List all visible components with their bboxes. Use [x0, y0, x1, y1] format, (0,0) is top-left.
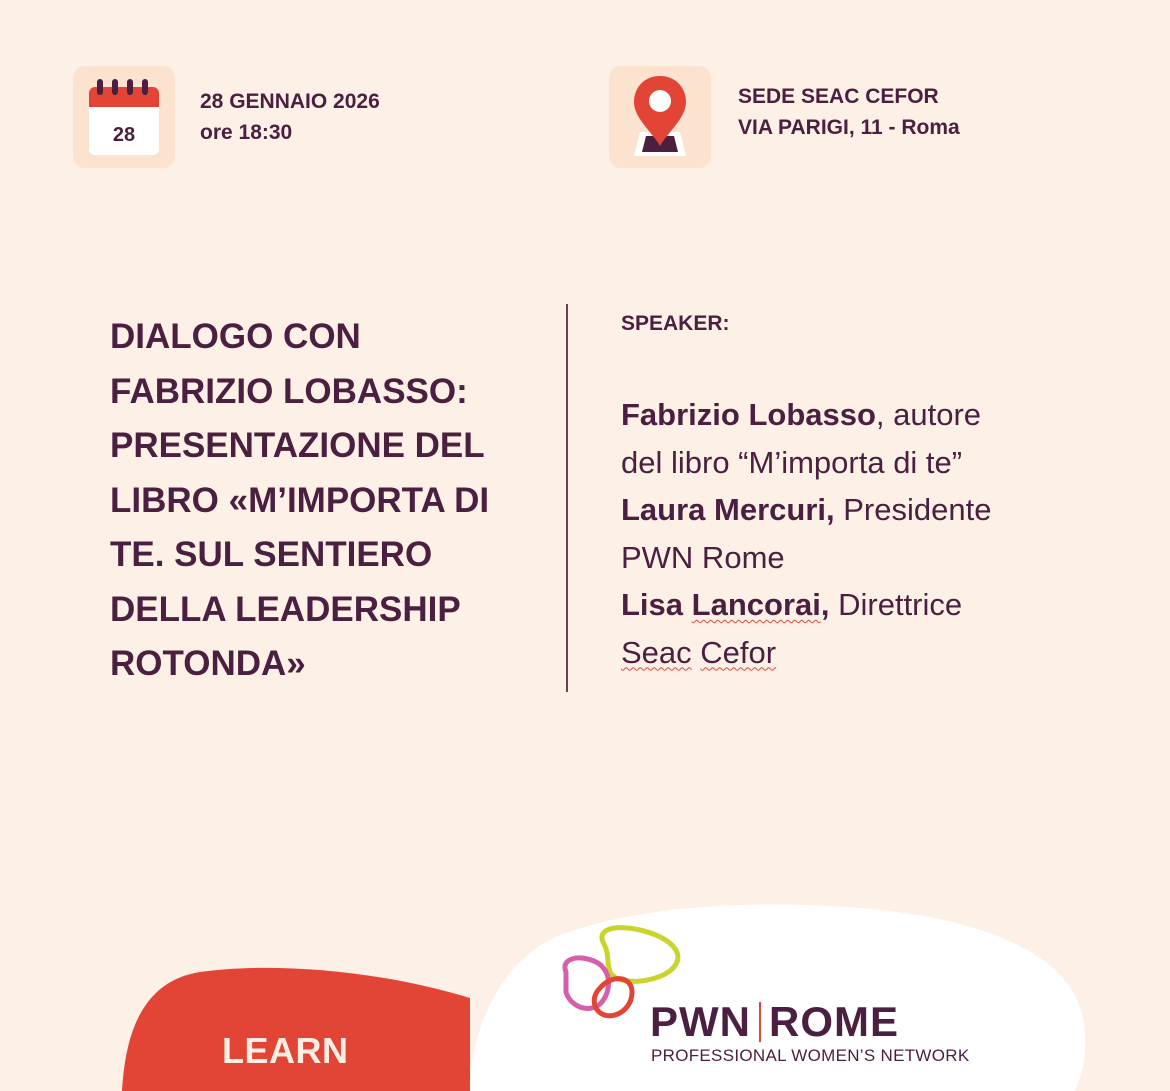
- logo-text-left: PWN: [650, 998, 751, 1045]
- speaker-2-line-1: [621, 486, 1091, 534]
- speaker-3-line-1: [621, 581, 1091, 629]
- footer-shapes: [0, 880, 1170, 1091]
- event-datetime: [200, 86, 380, 148]
- speaker-2-role: Presidente: [834, 492, 992, 527]
- title-line: FABRIZIO LOBASSO:: [110, 371, 468, 411]
- speaker-2-line-2: PWN Rome: [621, 539, 785, 575]
- event-venue: [738, 81, 960, 143]
- speaker-1-line-2: del libro “M’importa di te”: [621, 444, 963, 480]
- calendar-icon: [87, 77, 161, 157]
- title-line: DIALOGO CON: [110, 317, 361, 356]
- event-date: 28 GENNAIO 2026: [200, 90, 380, 113]
- speaker-1-name: Fabrizio Lobasso: [621, 397, 876, 432]
- pwn-rome-logo: [650, 998, 899, 1046]
- logo-subtitle: PROFESSIONAL WOMEN’S NETWORK: [651, 1046, 970, 1065]
- speaker-3-role: Direttrice: [829, 587, 963, 622]
- speaker-1-role: , autore: [875, 397, 982, 432]
- speaker-1-line-1: [621, 391, 1091, 439]
- title-line: ROTONDA»: [110, 644, 306, 683]
- speaker-3-org-a: Seac: [621, 634, 692, 670]
- speaker-2-name: Laura Mercuri,: [621, 492, 835, 527]
- speaker-heading: SPEAKER:: [621, 312, 730, 335]
- logo-separator: [759, 1002, 761, 1042]
- title-line: PRESENTAZIONE DEL: [110, 426, 485, 465]
- title-line: LIBRO «M’IMPORTA DI: [110, 480, 490, 520]
- location-icon-box: [609, 66, 711, 168]
- event-title: [110, 310, 550, 692]
- calendar-icon-box: [73, 66, 175, 168]
- venue-name: SEDE SEAC CEFOR: [738, 85, 939, 108]
- title-line: DELLA LEADERSHIP: [110, 589, 461, 629]
- title-line: TE. SUL SENTIERO: [110, 535, 433, 574]
- calendar-day: 28: [112, 124, 136, 146]
- speaker-3-name: [621, 587, 830, 622]
- speaker-3-last-name: Lancorai: [691, 587, 821, 622]
- speaker-3-first-name: Lisa: [621, 587, 692, 622]
- speaker-3-line-2: [621, 629, 1091, 677]
- speaker-3-org-b: Cefor: [700, 634, 777, 670]
- learn-tag-label: LEARN: [222, 1030, 349, 1071]
- vertical-divider: [566, 304, 568, 692]
- speaker-list: [621, 391, 1091, 676]
- logo-text-right: ROME: [769, 998, 899, 1045]
- speaker-3-comma: ,: [820, 587, 830, 622]
- venue-address: VIA PARIGI, 11 - Roma: [738, 116, 960, 139]
- location-pin-icon: [628, 74, 692, 160]
- event-time: ore 18:30: [200, 121, 293, 144]
